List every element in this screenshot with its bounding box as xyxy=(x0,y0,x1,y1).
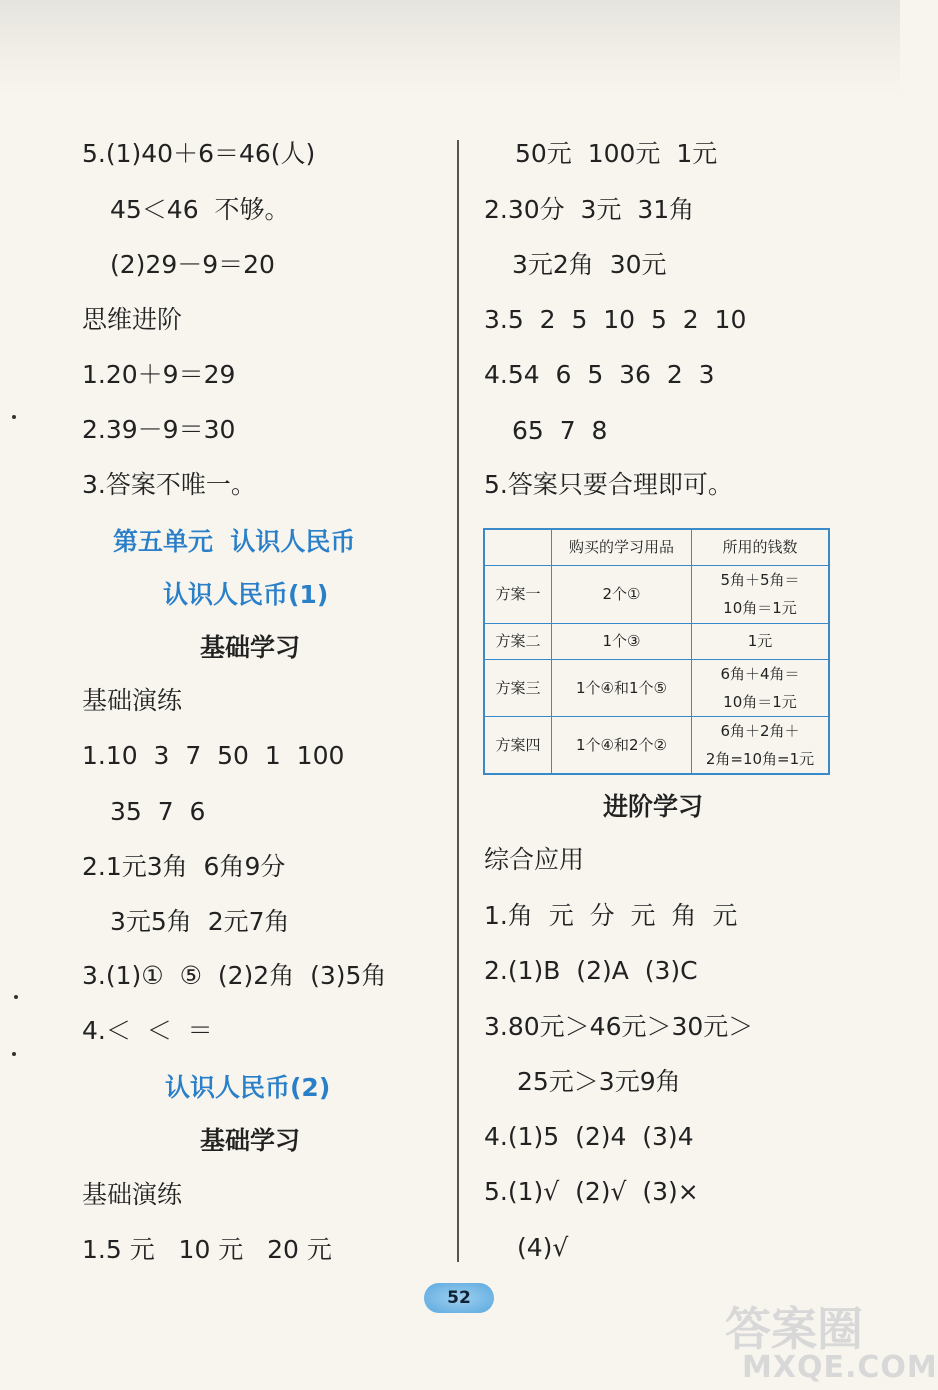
answer-line: 4.(1)5 (2)4 (3)4 xyxy=(484,1122,694,1151)
section-heading: 基础学习 xyxy=(200,633,301,662)
answer-line: 25元＞3元9角 xyxy=(517,1067,681,1096)
answer-line: 3.80元＞46元＞30元＞ xyxy=(484,1012,754,1041)
answer-line: 50元 100元 1元 xyxy=(515,139,718,168)
plan-cell: 方案二 xyxy=(484,623,552,659)
unit-heading: 第五单元 认识人民币 xyxy=(113,527,356,556)
answer-line: 5.答案只要合理即可。 xyxy=(484,470,733,499)
section-label: 基础演练 xyxy=(82,1180,183,1209)
table-header-cell xyxy=(484,529,552,565)
answer-line: 1.角 元 分 元 角 元 xyxy=(484,901,738,930)
answer-line: 4.54 6 5 36 2 3 xyxy=(484,360,715,389)
section-heading: 进阶学习 xyxy=(603,792,704,821)
items-cell: 1个④和2个② xyxy=(552,716,692,774)
answer-line: 1.10 3 7 50 1 100 xyxy=(82,741,345,770)
table-row xyxy=(484,659,829,716)
answer-line: 3元2角 30元 xyxy=(512,250,667,279)
section-heading: 基础学习 xyxy=(200,1126,301,1155)
section-label: 思维进阶 xyxy=(82,305,183,334)
answer-line: 3.答案不唯一。 xyxy=(82,470,256,499)
answer-line: 2.39－9＝30 xyxy=(82,415,236,444)
money-cell xyxy=(692,716,830,774)
scan-speck xyxy=(12,415,16,419)
table-row xyxy=(484,716,829,774)
scan-speck xyxy=(12,1052,16,1056)
answer-line: 3元5角 2元7角 xyxy=(110,907,290,936)
money-line: 6角＋2角＋ xyxy=(720,721,800,740)
section-label: 综合应用 xyxy=(484,845,585,874)
answer-line: (2)29－9＝20 xyxy=(110,250,275,279)
answer-line: 1.20＋9＝29 xyxy=(82,360,236,389)
answer-line: 4.＜ ＜ ＝ xyxy=(82,1016,213,1045)
watermark-logo: 答案圈 xyxy=(725,1302,863,1356)
plan-cell: 方案一 xyxy=(484,565,552,623)
plan-cell: 方案四 xyxy=(484,716,552,774)
money-line: 2角=10角=1元 xyxy=(705,749,815,768)
table-header-cell: 所用的钱数 xyxy=(692,529,830,565)
answer-line: (4)√ xyxy=(517,1233,569,1262)
table-row xyxy=(484,565,829,623)
purchase-plan-table xyxy=(483,528,830,775)
money-cell xyxy=(692,565,830,623)
answer-line: 2.30分 3元 31角 xyxy=(484,195,695,224)
answer-line: 2.1元3角 6角9分 xyxy=(82,852,286,881)
lesson-heading: 认识人民币(2) xyxy=(165,1073,331,1102)
answer-line: 2.(1)B (2)A (3)C xyxy=(484,956,698,985)
page-top-edge xyxy=(0,0,900,95)
money-line: 5角＋5角＝ xyxy=(720,571,800,589)
column-divider xyxy=(457,140,459,1262)
money-line: 10角＝1元 xyxy=(723,692,797,711)
money-cell xyxy=(692,659,830,716)
table-header-row xyxy=(484,529,829,565)
section-label: 基础演练 xyxy=(82,686,183,715)
answer-line: 35 7 6 xyxy=(110,797,206,826)
page-number: 52 xyxy=(424,1283,494,1313)
answer-line: 5.(1)√ (2)√ (3)× xyxy=(484,1177,699,1206)
table-row xyxy=(484,623,829,659)
answer-line: 3.(1)① ⑤ (2)2角 (3)5角 xyxy=(82,961,387,990)
money-cell: 1元 xyxy=(692,623,830,659)
answer-line: 3.5 2 5 10 5 2 10 xyxy=(484,305,747,334)
watermark-url: MXQE.COM xyxy=(742,1350,938,1385)
answer-line: 5.(1)40＋6＝46(人) xyxy=(82,139,316,168)
answer-line: 45＜46 不够。 xyxy=(110,195,290,224)
answer-line: 1.5 元 10 元 20 元 xyxy=(82,1235,332,1264)
money-line: 6角＋4角＝ xyxy=(720,664,800,683)
plan-cell: 方案三 xyxy=(484,659,552,716)
items-cell: 1个④和1个⑤ xyxy=(552,659,692,716)
items-cell: 1个③ xyxy=(552,623,692,659)
money-line: 10角＝1元 xyxy=(723,599,797,617)
table-header-cell: 购买的学习用品 xyxy=(552,529,692,565)
answer-line: 65 7 8 xyxy=(512,416,608,445)
lesson-heading: 认识人民币(1) xyxy=(163,580,329,609)
scan-speck xyxy=(14,995,18,999)
items-cell: 2个① xyxy=(552,565,692,623)
